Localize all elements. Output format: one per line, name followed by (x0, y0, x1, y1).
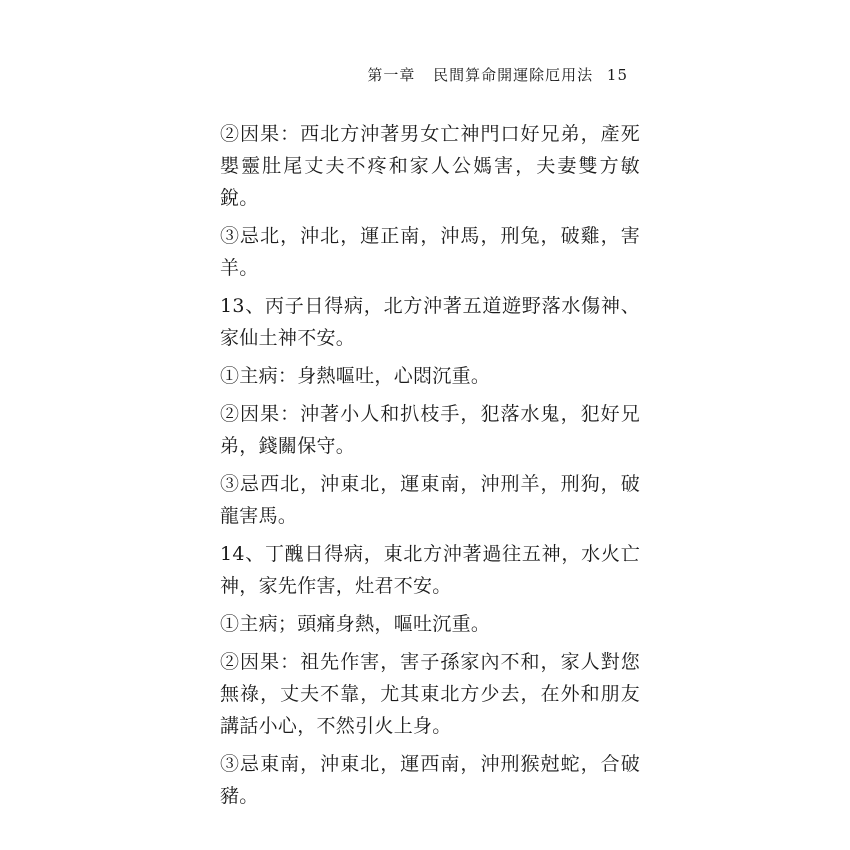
body-text (220, 118, 640, 818)
paragraph-7: 14、丁醜日得病，東北方沖著過往五神，水火亡神，家先作害，灶君不安。 (220, 543, 640, 597)
paragraph-2: ③忌北，沖北，運正南，沖馬，刑兔，破雞，害羊。 (220, 225, 640, 279)
paragraph-8: ①主病；頭痛身熱，嘔吐沉重。 (220, 613, 491, 635)
paragraph-3: 13、丙子日得病，北方沖著五道遊野落水傷神、家仙土神不安。 (220, 295, 640, 349)
paragraph-5: ②因果：沖著小人和扒枝手，犯落水鬼，犯好兄弟，錢關保守。 (220, 403, 640, 457)
paragraph-1: ②因果：西北方沖著男女亡神門口好兄弟，產死嬰靈肚尾丈夫不疼和家人公媽害，夫妻雙方敏銳。 (220, 123, 640, 209)
page-number: 15 (606, 66, 628, 84)
paragraph-10: ③忌東南，沖東北，運西南，沖刑猴尅蛇，合破豬。 (220, 753, 640, 807)
paragraph-4: ①主病：身熱嘔吐，心悶沉重。 (220, 365, 491, 387)
paragraph-9: ②因果：祖先作害，害子孫家內不和，家人對您無祿，丈夫不靠，尤其東北方少去，在外和朋友講話小心，不然引火上身。 (220, 651, 640, 737)
book-title: 民間算命開運除厄用法 (433, 66, 594, 84)
chapter-label: 第一章 (367, 66, 416, 84)
paragraph-6: ③忌西北，沖東北，運東南，沖刑羊，刑狗，破龍害馬。 (220, 473, 640, 527)
running-header (367, 64, 628, 85)
